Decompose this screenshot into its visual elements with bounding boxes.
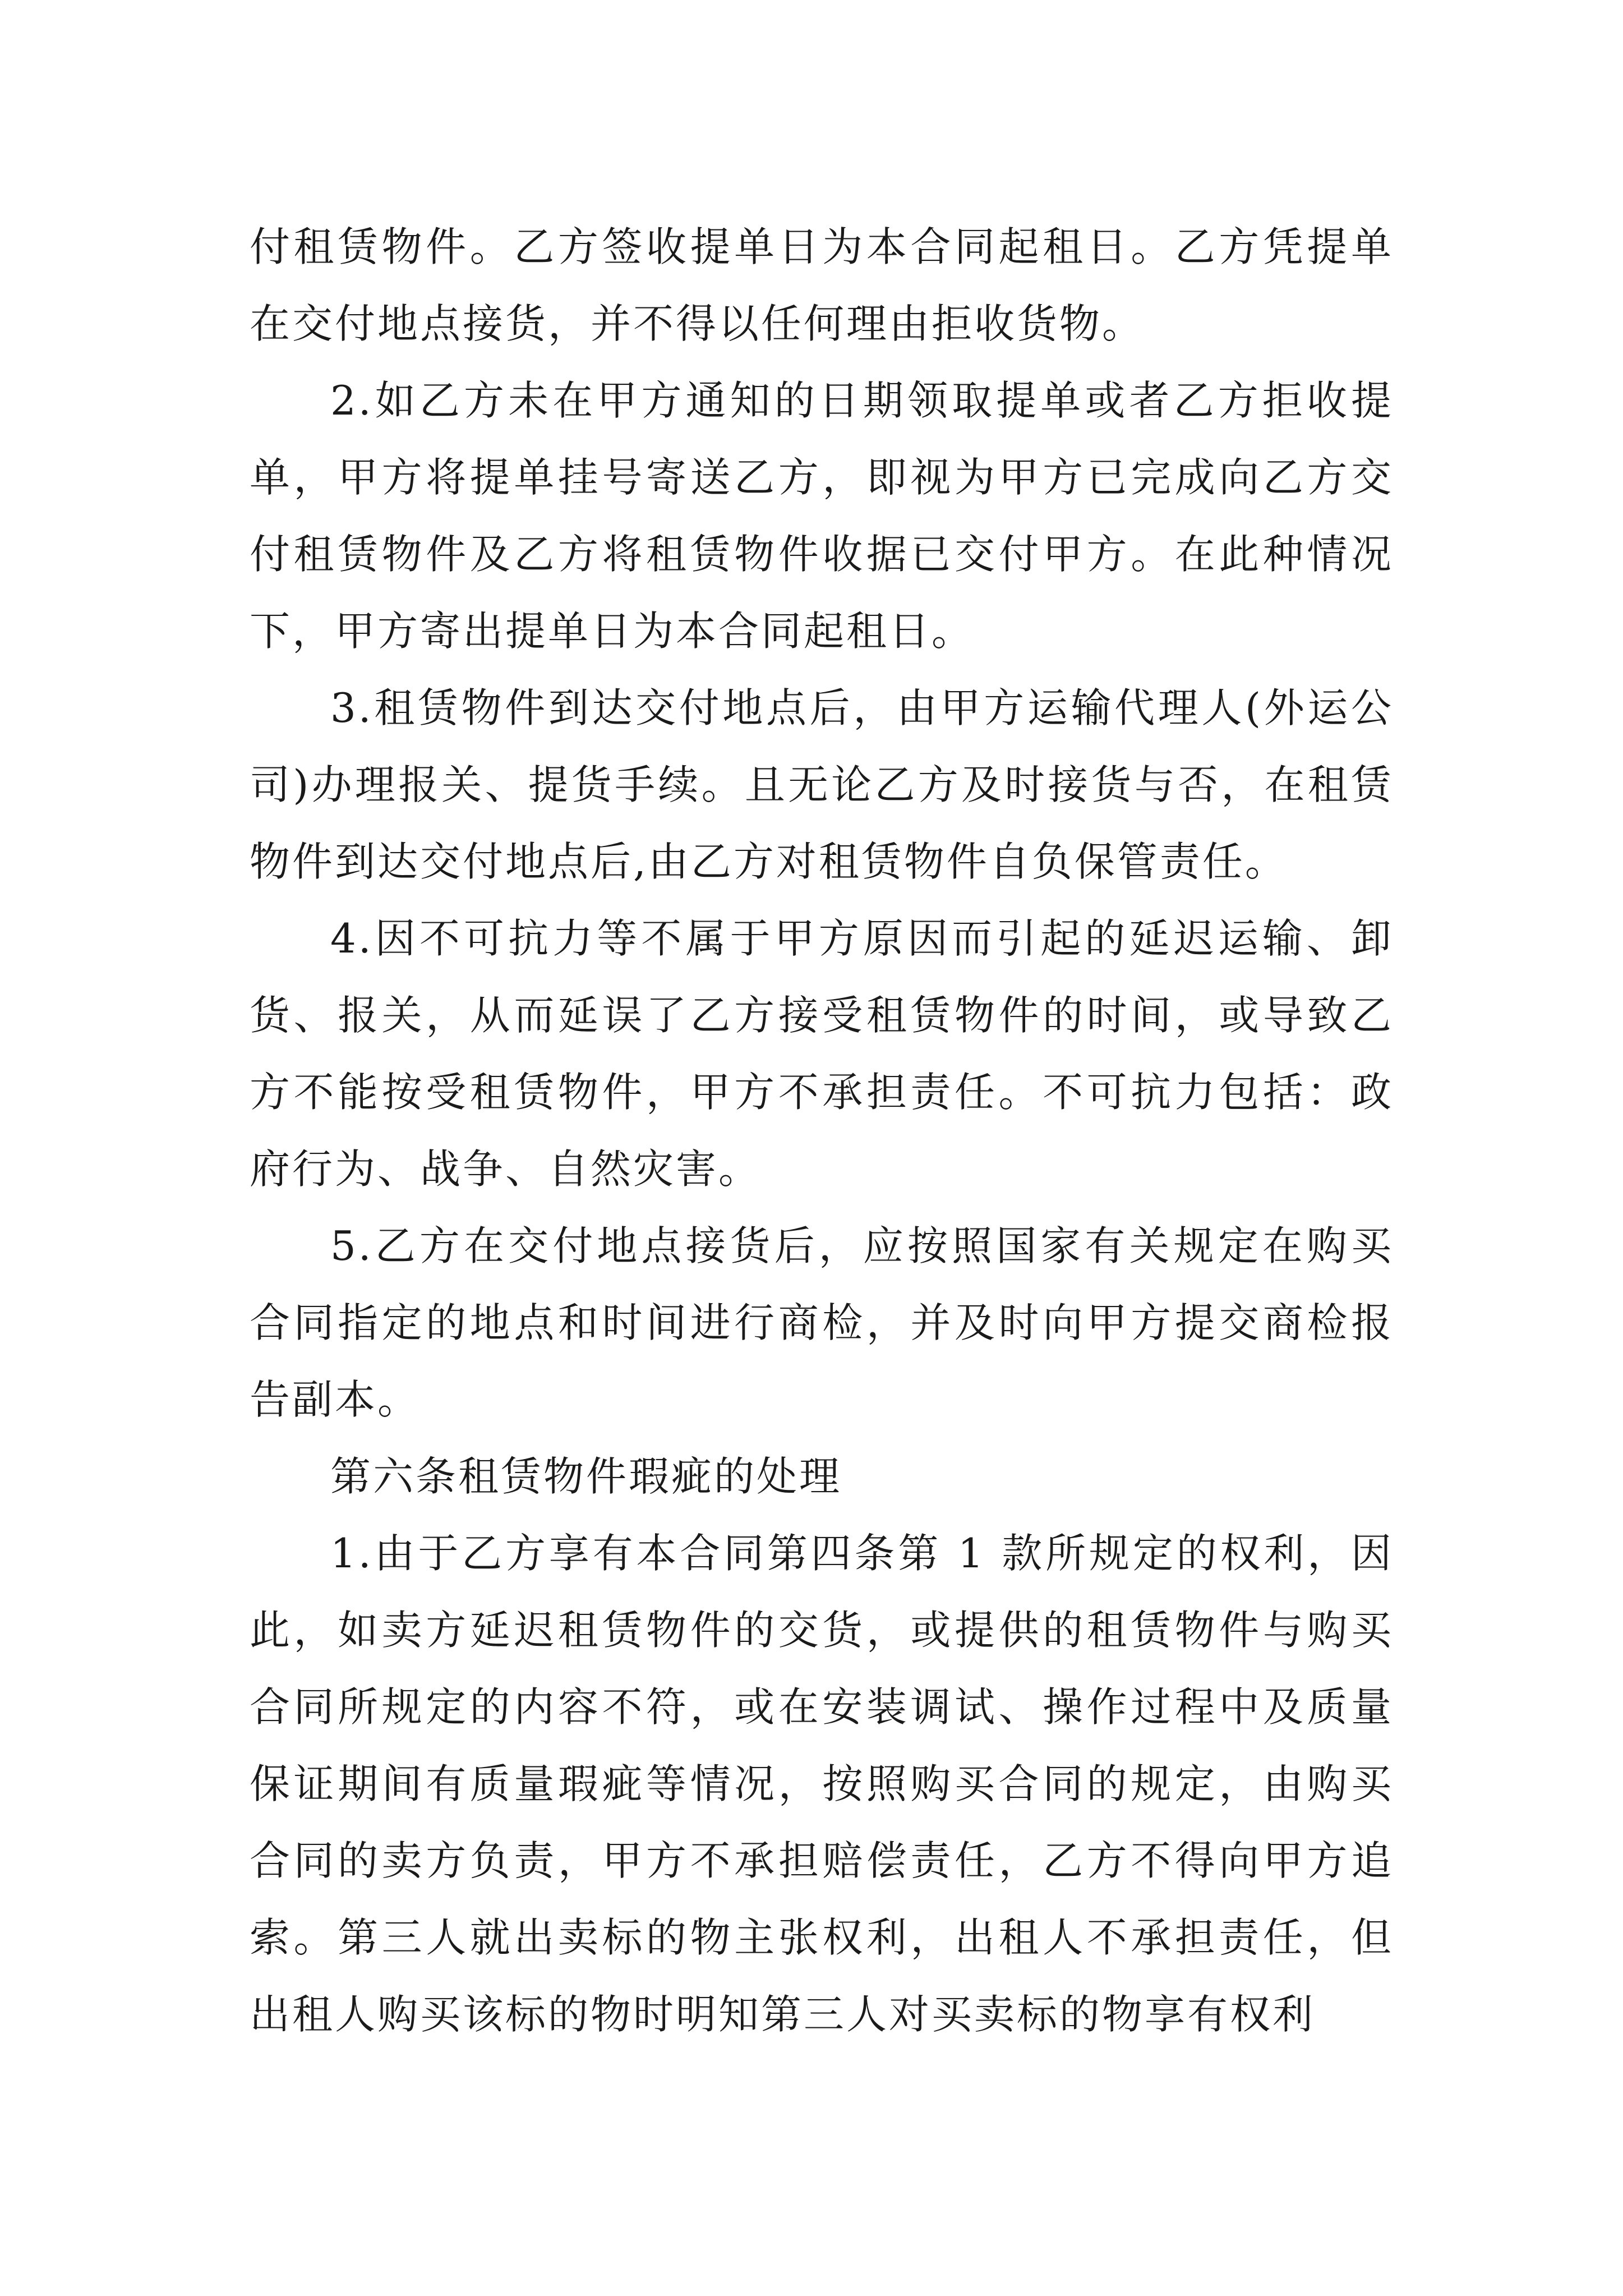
contract-body — [250, 209, 1394, 2053]
paragraph-article-6-clause-1: 1.由于乙方享有本合同第四条第 1 款所规定的权利，因此，如卖方延迟租赁物件的交货，或提供的租赁物件与购买合同所规定的内容不符，或在安装调试、操作过程中及质量保证期间有质量瑕疵等情况，按照购买合同的规定，由购买合同的卖方负责，甲方不承担赔偿责任，乙方不得向甲方追索。第三人就出卖标的物主张权利，出租人不承担责任，但出租人购买该标的物时明知第三人对买卖标的物享有权利 — [250, 1530, 1394, 2038]
paragraph-clause-5: 5.乙方在交付地点接货后，应按照国家有关规定在购买合同指定的地点和时间进行商检，并及时向甲方提交商检报告副本。 — [250, 1222, 1394, 1423]
section-heading-article-6: 第六条租赁物件瑕疵的处理 — [330, 1453, 842, 1500]
paragraph-clause-2: 2.如乙方未在甲方通知的日期领取提单或者乙方拒收提单，甲方将提单挂号寄送乙方，即视为甲方已完成向乙方交付租赁物件及乙方将租赁物件收据已交付甲方。在此种情况下，甲方寄出提单日为本合同起租日。 — [250, 377, 1394, 655]
paragraph-continuation: 付租赁物件。乙方签收提单日为本合同起租日。乙方凭提单在交付地点接货，并不得以任何理由拒收货物。 — [250, 223, 1394, 347]
paragraph-clause-3: 3.租赁物件到达交付地点后，由甲方运输代理人(外运公司)办理报关、提货手续。且无论乙方及时接货与否，在租赁物件到达交付地点后,由乙方对租赁物件自负保管责任。 — [250, 684, 1394, 885]
paragraph-clause-4: 4.因不可抗力等不属于甲方原因而引起的延迟运输、卸货、报关，从而延误了乙方接受租赁物件的时间，或导致乙方不能按受租赁物件，甲方不承担责任。不可抗力包括：政府行为、战争、自然灾害。 — [250, 915, 1394, 1193]
